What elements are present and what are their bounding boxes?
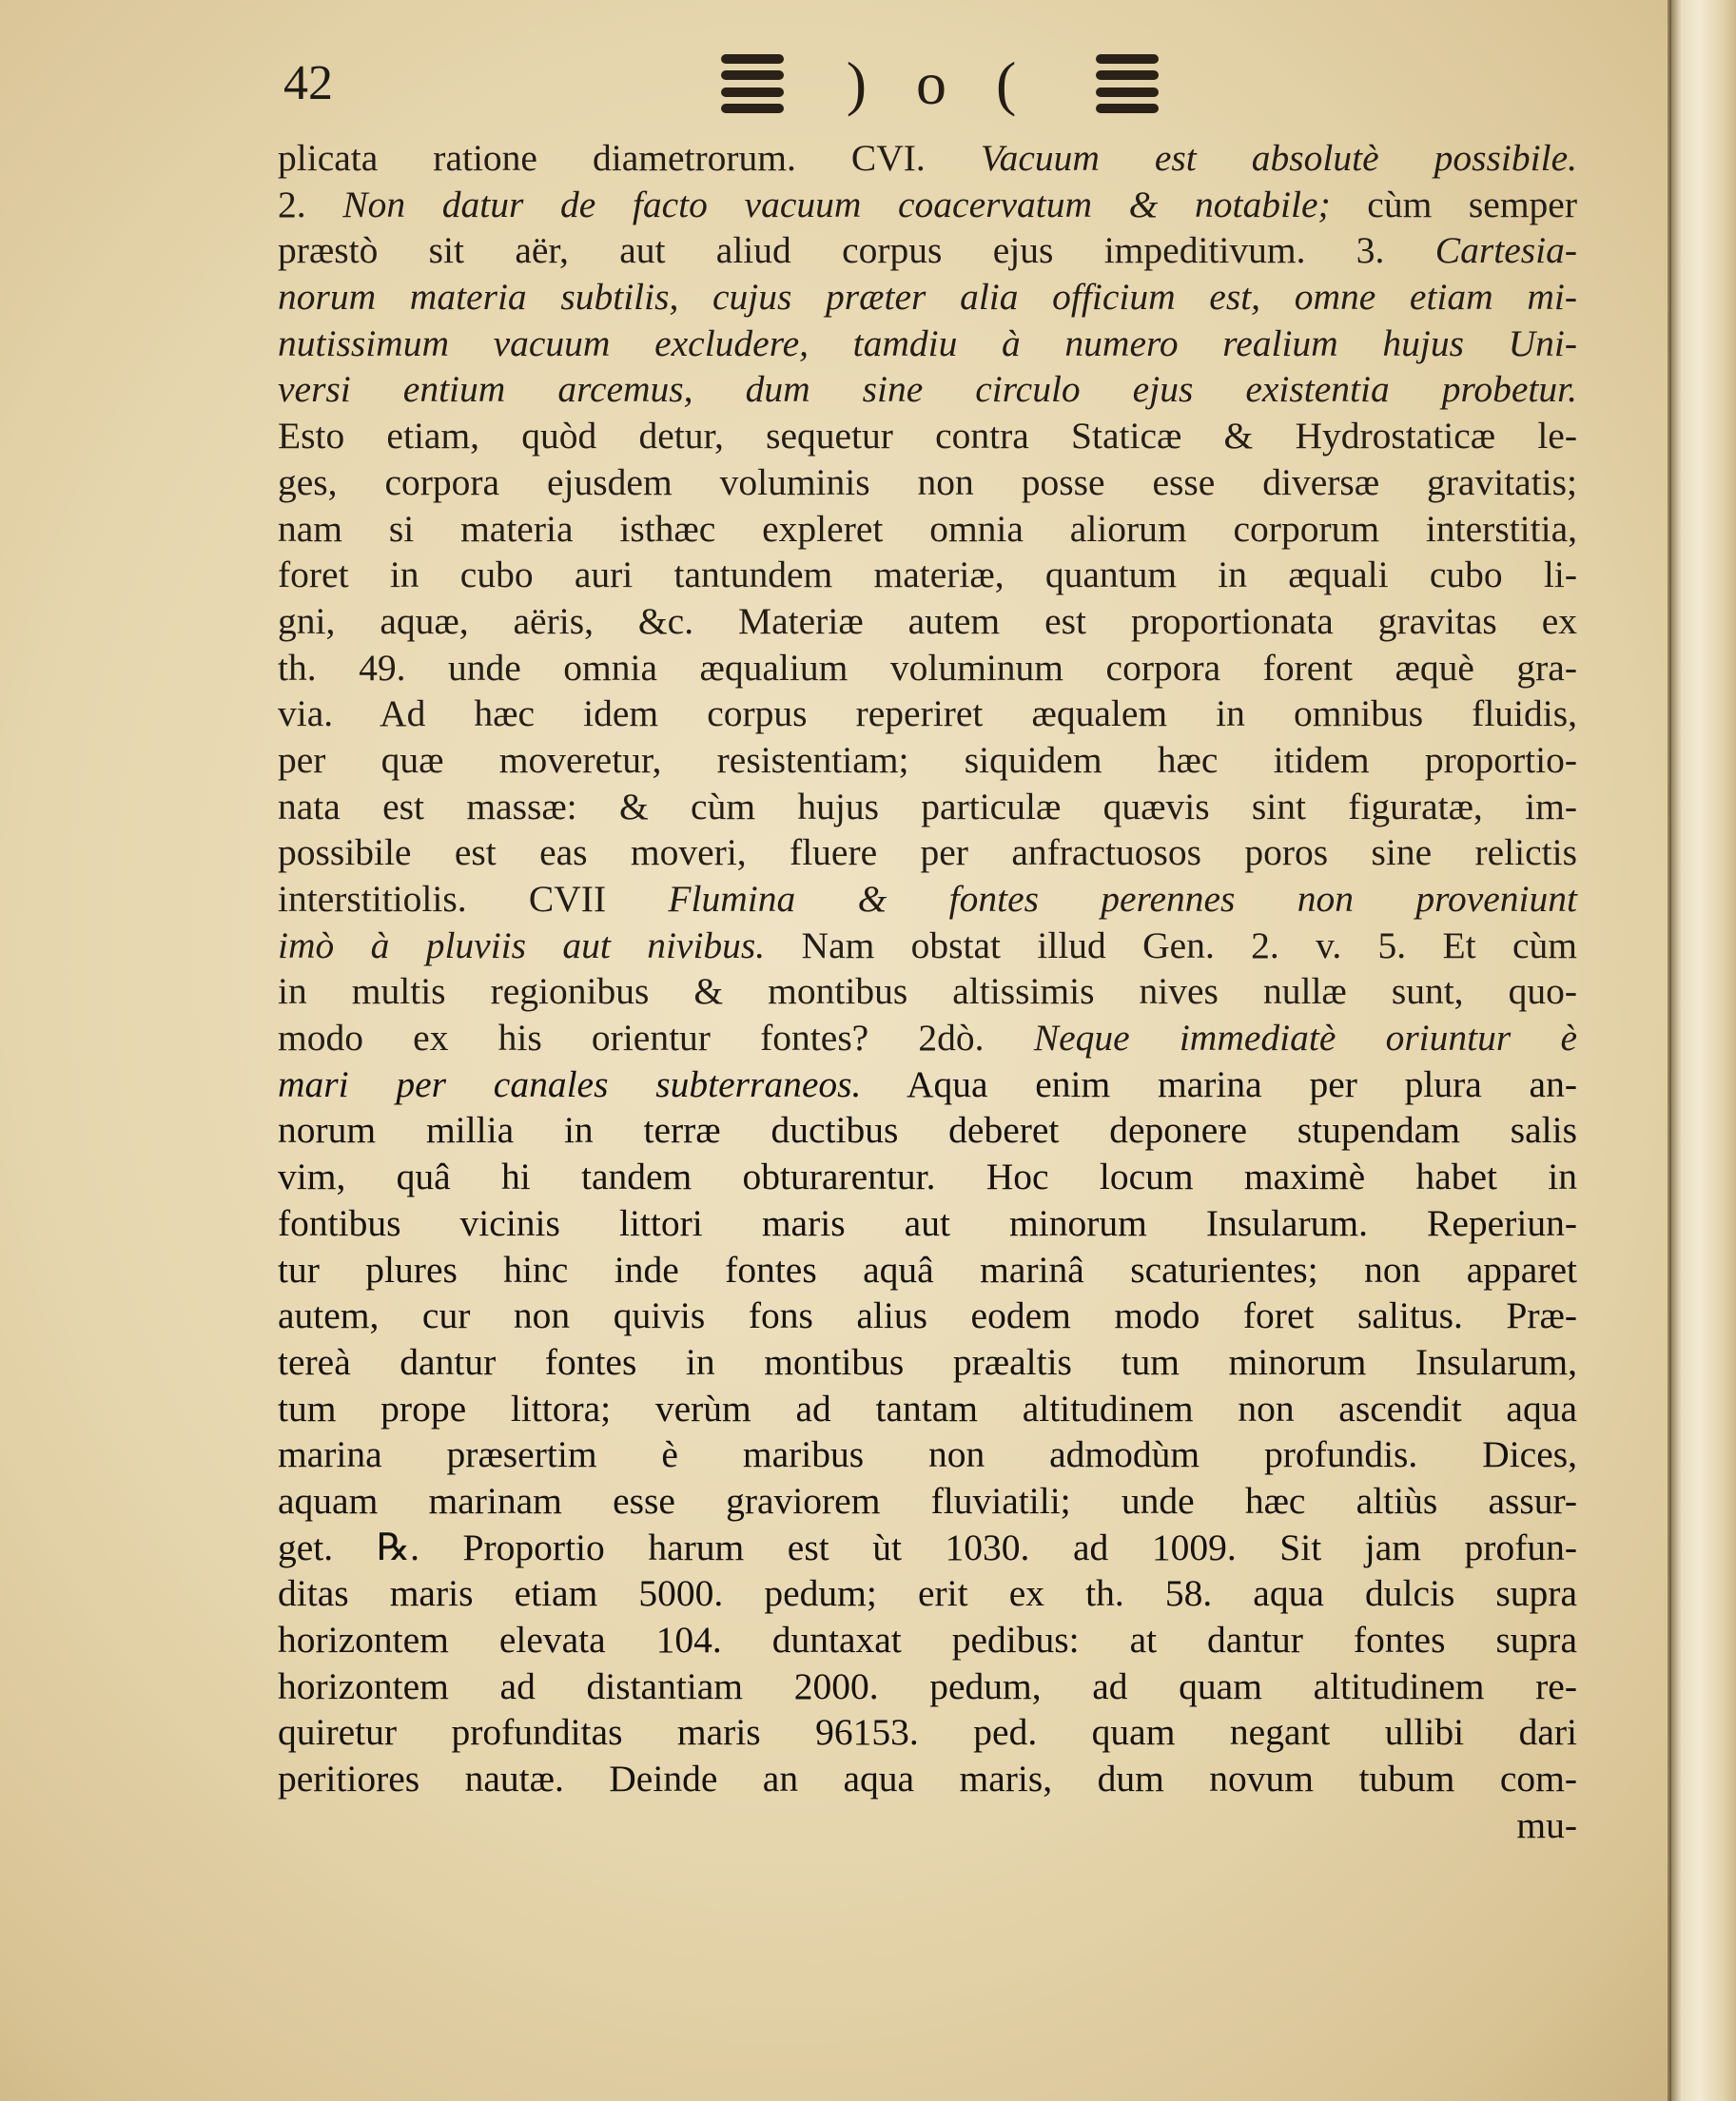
text-line: get. ℞. Proportio harum est ùt 1030. ad 1009. Sit jam profun-: [278, 1526, 1577, 1568]
ornament-text: ) o (: [846, 49, 1034, 117]
text-line: ditas maris etiam 5000. pedum; erit ex th. 58. aqua dulcis supra: [278, 1572, 1577, 1615]
text-line: fontibus vicinis littori maris aut minorum Insularum. Reperiun-: [278, 1201, 1577, 1244]
page-header: [283, 46, 1577, 122]
text-line: horizontem elevata 104. duntaxat pedibus: at dantur fontes supra: [278, 1619, 1577, 1661]
text-line: mari per canales subterraneos. Aqua enim marina per plura an-: [278, 1062, 1577, 1105]
text-line: vim, quâ hi tandem obturarentur. Hoc locum maximè habet in: [278, 1156, 1577, 1198]
ornament-left-icon: [721, 54, 784, 113]
text-line: norum materia subtilis, cujus præter alia officium est, omne etiam mi-: [278, 276, 1577, 319]
ornament-right-icon: [1096, 54, 1159, 113]
page-number: 42: [283, 56, 333, 110]
text-line: versi entium arcemus, dum sine circulo ejus existentia probetur.: [278, 368, 1577, 411]
text-line: imò à pluviis aut nivibus. Nam obstat illud Gen. 2. v. 5. Et cùm: [278, 924, 1577, 966]
text-line: nutissimum vacuum excludere, tamdiu à numero realium hujus Uni-: [278, 321, 1577, 364]
text-line: marina præsertim è maribus non admodùm profundis. Dices,: [278, 1433, 1577, 1476]
text-line: gni, aquæ, aëris, &c. Materiæ autem est proportionata gravitas ex: [278, 599, 1577, 642]
text-line: horizontem ad distantiam 2000. pedum, ad quam altitudinem re-: [278, 1664, 1577, 1707]
text-line: in multis regionibus & montibus altissimis nives nullæ sunt, quo-: [278, 970, 1577, 1013]
text-line: ges, corpora ejusdem voluminis non posse esse diversæ gravitatis;: [278, 460, 1577, 503]
text-line: peritiores nautæ. Deinde an aqua maris, dum novum tubum com-: [278, 1758, 1577, 1800]
header-ornament: [721, 46, 1159, 122]
text-line: th. 49. unde omnia æqualium voluminum corpora forent æquè gra-: [278, 646, 1577, 689]
text-line: 2. Non datur de facto vacuum coacervatum & notabile; cùm semper: [278, 183, 1577, 225]
text-line: possibile est eas moveri, fluere per anfractuosos poros sine relictis: [278, 831, 1577, 874]
text-line: tur plures hinc inde fontes aquâ marinâ scaturientes; non apparet: [278, 1248, 1577, 1291]
text-line: præstò sit aër, aut aliud corpus ejus impeditivum. 3. Cartesia-: [278, 229, 1577, 272]
text-line: interstitiolis. CVII Flumina & fontes perennes non proveniunt: [278, 878, 1577, 920]
text-line: norum millia in terræ ductibus deberet deponere stupendam salis: [278, 1109, 1577, 1152]
text-line: foret in cubo auri tantundem materiæ, quantum in æquali cubo li-: [278, 554, 1577, 596]
text-line: tereà dantur fontes in montibus præaltis tum minorum Insularum,: [278, 1340, 1577, 1383]
text-line: nam si materia isthæc expleret omnia aliorum corporum interstitia,: [278, 507, 1577, 550]
page-gutter: [1669, 0, 1736, 2101]
text-line: quiretur profunditas maris 96153. ped. quam negant ullibi dari: [278, 1711, 1577, 1754]
text-line: via. Ad hæc idem corpus reperiret æqualem in omnibus fluidis,: [278, 692, 1577, 735]
text-line: Esto etiam, quòd detur, sequetur contra Staticæ & Hydrostaticæ le-: [278, 415, 1577, 457]
text-line: per quæ moveretur, resistentiam; siquidem hæc itidem proportio-: [278, 738, 1577, 781]
gutter-shadow: [1668, 0, 1671, 2101]
text-line: modo ex his orientur fontes? 2dò. Neque immediatè oriuntur è: [278, 1017, 1577, 1060]
text-line: plicata ratione diametrorum. CVI. Vacuum est absolutè possibile.: [278, 137, 1577, 179]
text-line: tum prope littora; verùm ad tantam altitudinem non ascendit aqua: [278, 1387, 1577, 1430]
text-line: nata est massæ: & cùm hujus particulæ quævis sint figuratæ, im-: [278, 785, 1577, 827]
body-text: [278, 135, 1577, 1848]
catchword: mu-: [1516, 1803, 1577, 1846]
text-line: autem, cur non quivis fons alius eodem modo foret salitus. Præ-: [278, 1294, 1577, 1337]
text-line: aquam marinam esse graviorem fluviatili; unde hæc altiùs assur-: [278, 1479, 1577, 1522]
